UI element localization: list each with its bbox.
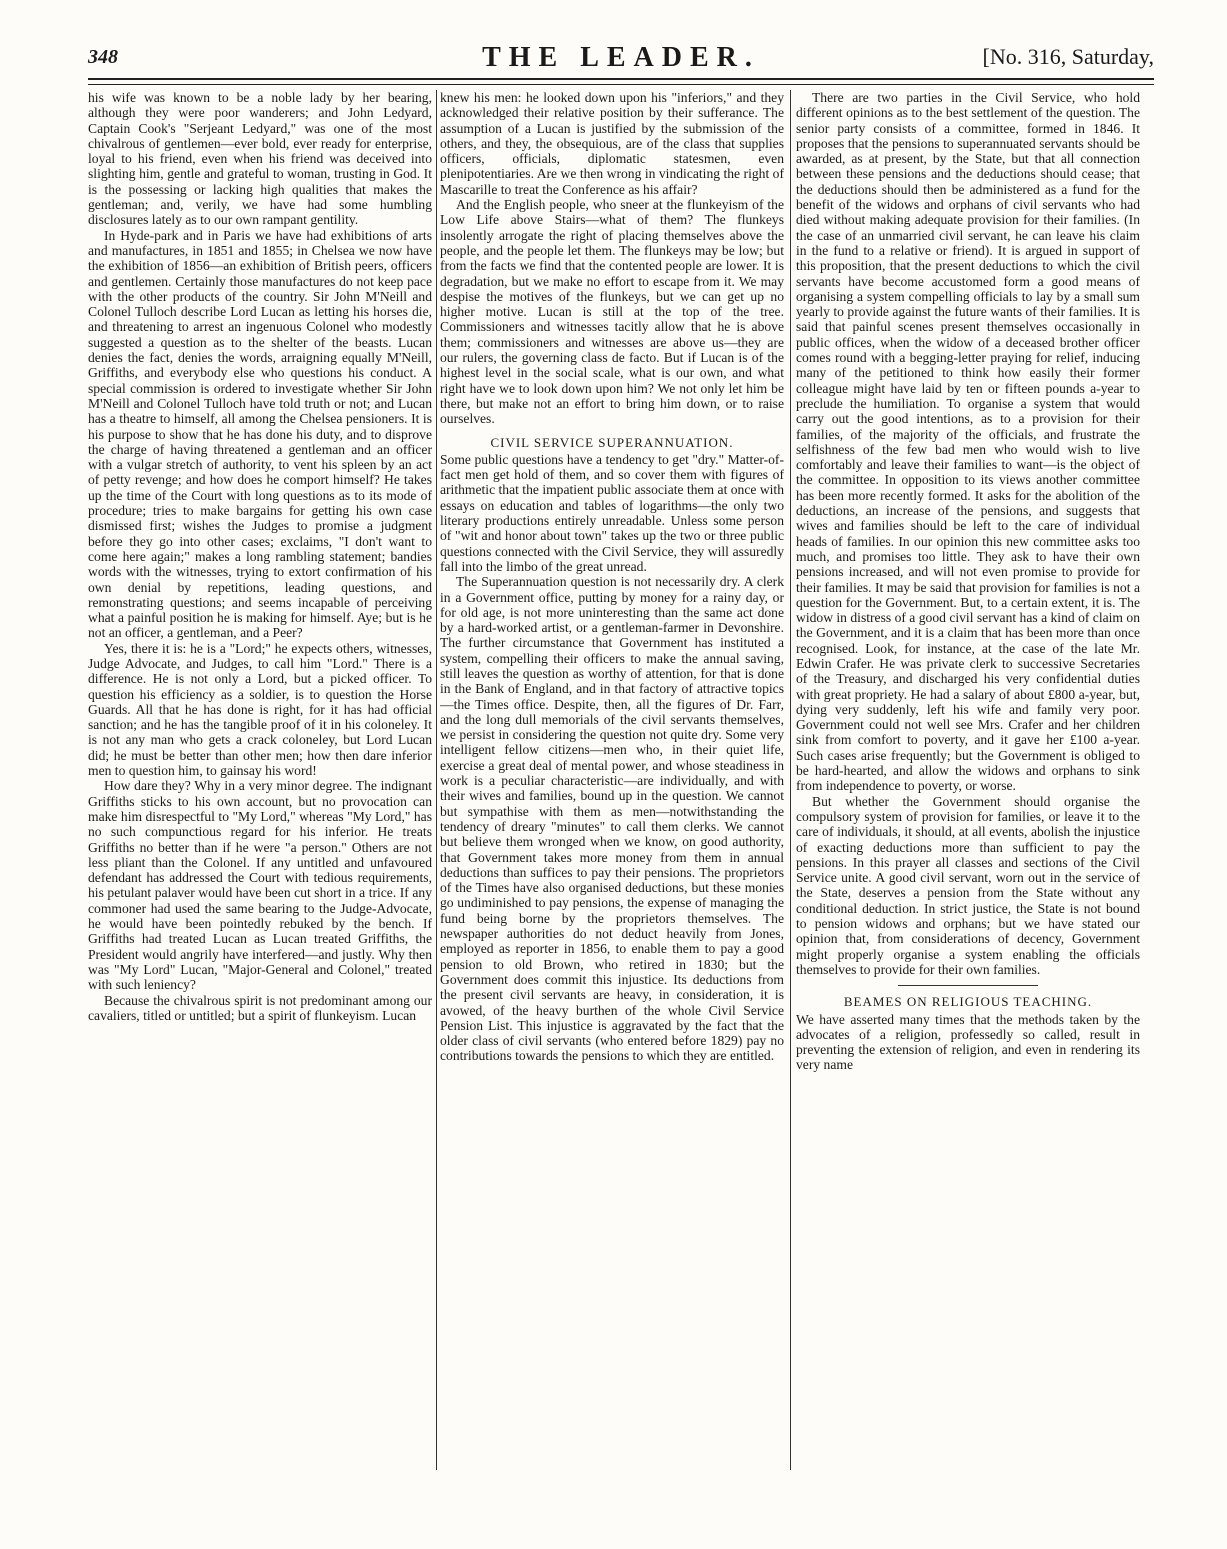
section-heading-beames: BEAMES ON RELIGIOUS TEACHING.: [843, 994, 1093, 1010]
masthead: [88, 40, 1154, 90]
header-rule: [88, 78, 1154, 80]
column-divider: [790, 90, 791, 1470]
column-1: [88, 90, 432, 1480]
column-3: [796, 90, 1140, 1480]
paragraph: How dare they? Why in a very minor degree. The indignant Griffiths sticks to his own account, but no provocation can make him disrespectful to "My Lord," whereas "My Lord," has no such compunctious regard for his inferior. He treats Griffiths no better than if he were "a person." Others are not less pliant than the Colonel. If any untitled and unfavoured defendant has addressed the Court with tedious requirements, his petulant palaver would have been cut short in a trice. If any commoner had used the same bearing to the Judge-Advocate, he would have been pointedly rebuked by the bench. If Griffiths had treated Lucan as Lucan treated Griffiths, the President would angrily have interfered—and justly. Why then was "My Lord" Lucan, "Major-General and Colonel," treated with such leniency?: [88, 778, 432, 993]
paragraph: Some public questions have a tendency to get "dry." Matter-of-fact men get hold of them, and so cover them with figures of arithmetic that the impatient public associate them at once with essays on education and tables of logarithms—the only two literary productions entirely unreadable. Unless some person of "wit and honor about town" takes up the two or three public questions connected with the Civil Service, they will assuredly fall into the limbo of the great unread.: [440, 451, 784, 574]
paragraph: The Superannuation question is not necessarily dry. A clerk in a Government office, putting by money for a rainy day, or for old age, is not more uninteresting than the same act done by a hard-worked artist, or a gentleman-farmer in Devonshire. The further circumstance that Government has instituted a system, compelling their officers to make the annual saving, still leaves the question as worthy of attention, for that is done in the Bank of England, and in that factory of attractive topics—the Times office. Despite, then, all the figures of Dr. Farr, and the long dull memorials of the civil servants themselves, we persist in considering the question not quite dry. Some very intelligent fellow citizens—men who, in their quiet life, exercise a great deal of mental power, and whose steadiness in work is a peculiar characteristic—are individually, and with their wives and families, bound up in the question. We cannot but sympathise with them as men—notwithstanding the tendency of dreary "minutes" to call them clerks. We cannot but believe them wronged when we know, on good authority, that Government takes more money from them in annual deductions than suffices to pay their pensions. The proprietors of the Times have also organised deductions, but these monies go undiminished to pay pensions, the expense of managing the fund being borne by the proprietors themselves. The newspaper authorities do not deduct heavily from Jones, employed as reporter in 1856, to enable them to pay a good pension to old Brown, who retired in 1830; but the Government does commit this injustice. Its deductions from the present civil servants are heavy, in consideration, it is avowed, of the heavy burthen of the whole Civil Service Pension List. This injustice is aggravated by the fact that the older class of civil servants (who entered before 1829) pay no contributions towards the pensions to which they are entitled.: [440, 574, 784, 1064]
column-divider: [436, 90, 437, 1470]
paragraph: And the English people, who sneer at the flunkeyism of the Low Life above Stairs—what of them? The flunkeys insolently arrogate the right of placing themselves above the people, and the people let them. The flunkeys may be low; but from the facts we find that the contented people are lower. It is degradation, but we make no effort to escape from it. We may despise the motives of the flunkeys, but we can get up no higher motive. Lucan is still at the top of the tree. Commissioners and witnesses tacitly allow that he is above them; commissioners and witnesses are above us—they are our rulers, the governing class de facto. But if Lucan is of the highest level in the social scale, what is our own, and what right have we to look down upon him? We not only let him be there, but make not an effort to bring him down, or to raise ourselves.: [440, 197, 784, 427]
page-number: 348: [88, 46, 118, 68]
paragraph: knew his men: he looked down upon his "inferiors," and they acknowledged their relative position by their sufferance. The assumption of a Lucan is justified by the submission of the others, and they, the obsequious, are of the class that supplies officers, officials, diplomatic statesmen, even plenipotentiaries. Are we then wrong in vindicating the right of Mascarille to treat the Conference as his affair?: [440, 90, 784, 197]
header-rule-thin: [88, 84, 1154, 85]
paragraph: But whether the Government should organise the compulsory system of provision for families, or leave it to the care of individuals, it should, at all events, abolish the injustice of exacting deductions more than sufficient to pay the pensions. In this prayer all classes and sections of the Civil Service unite. A good civil servant, worn out in the service of the State, deserves a pension from the State without any conditional deduction. In strict justice, the State is not bound to pension widows and orphans; but we have stated our opinion that, from considerations of decency, Government might properly organise a system enabling the officials themselves to provide for their own families.: [796, 793, 1140, 977]
section-separator: [898, 985, 1038, 986]
paragraph: his wife was known to be a noble lady by her bearing, although they were poor wanderers; and John Ledyard, Captain Cook's "Serjeant Ledyard," was one of the most chivalrous of gentlemen—ever bold, ever ready for enterprise, loyal to his friend, even when his friend was deceived into slighting him, gentle and grateful to woman, trusting in God. It is the possessing or lacking high qualities that makes the gentleman; and, verily, we have had some humbling disclosures lately as to our own rampant gentility.: [88, 90, 432, 228]
paragraph: In Hyde-park and in Paris we have had exhibitions of arts and manufactures, in 1851 and 1855; in Chelsea we now have the exhibition of 1856—an exhibition of British peers, officers and gentlemen. Certainly those manufactures do not keep pace with the other products of the country. Sir John M'Neill and Colonel Tulloch describe Lord Lucan as letting his horses die, and threatening to arrest an ingenuous Colonel who modestly suggested a question as to the shelter of the beasts. Lucan denies the fact, denies the words, arraigning equally M'Neill, Griffiths, and everybody else who questions his conduct. A special commission is ordered to investigate whether Sir John M'Neill and Colonel Tulloch have told truth or not; and Lucan has a theatre to himself, all among the Chelsea pensioners. It is his purpose to show that he has done his duty, and to disprove the charge of having threatened a gentleman and an officer with a vulgar stretch of authority, to vent his spleen by an act of petty revenge; and how does he comport himself? He takes up the time of the Court with long questions as to its mode of procedure; tries to make bargains for getting his own case dismissed first; wishes the Judges to promise a judgment before they go into other cases; exclaims, "I don't want to come here again;" makes a long rambling statement; bandies words with the witnesses, trying to extort confirmation of his own denial by repetitions, leading questions, and remonstrating questions; and seems incapable of perceiving what a painful position he is making for himself. Aye; but is he not an officer, a gentleman, and a Peer?: [88, 227, 432, 641]
paragraph: Yes, there it is: he is a "Lord;" he expects others, witnesses, Judge Advocate, and Judges, to call him "Lord." There is a difference. He is not only a Lord, but a picked officer. To question his efficiency as a soldier, is to question the Horse Guards. All that he has done is right, for it has had official sanction; and he has the tangible proof of it in his coloneley. It is not any man who gets a crack coloneley, but Lord Lucan did; he must be better than other men; how then dare inferior men to question him, to gainsay his word!: [88, 640, 432, 779]
paragraph: We have asserted many times that the methods taken by the advocates of a religion, professedly so called, result in preventing the extension of religion, and even in rendering its very name: [796, 1011, 1140, 1073]
section-heading-civil-service: CIVIL SERVICE SUPERANNUATION.: [490, 434, 734, 450]
column-2: [440, 90, 784, 1480]
issue-label: [No. 316, Saturday,: [982, 44, 1154, 69]
paragraph: There are two parties in the Civil Service, who hold different opinions as to the best settlement of the question. The senior party consists of a committee, formed in 1846. It proposes that the pensions to superannuated servants should be awarded, as at present, by the State, but that all connection between these pensions and the deductions should cease; that the deductions should then be administered as a fund for the benefit of the widows and orphans of civil servants who had died without making adequate provision for their families. (In the case of an unmarried civil servant, he can leave his claim in the fund to a relative or friend). It is argued in support of this proposition, that the present deductions to which the civil servants have become accustomed form a good means of organising a system compelling officials to lay by a small sum yearly to provide against the future wants of their families. It is said that painful scenes present themselves occasionally in public offices, when the widow of a deceased brother officer comes round with a begging-letter praying for relief, inducing many of the petitioned to think how easily their former colleague might have laid by ten or fifteen pounds a-year to preclude the humiliation. To organise a system that would carry out the good intentions, as to a provision for their families, of the majority of the officials, and frustrate the selfishness of the few bad men who would wish to live comfortably and leave their families to want—is the object of the committee. In opposition to its views another committee has been more recently formed. It asks for the abolition of the deductions, an increase of the pensions, and suggests that wives and families should be left to the care of individual heads of families. In our opinion this new committee asks too much, and promises too little. They ask to have their own pensions increased, and will not even promise to provide for their families. It may be said that provision for families is not a question for the Government. But, to a certain extent, it is. The widow in distress of a good civil servant has a kind of claim on the Government, and it is a claim that has been more than once recognised. Look, for instance, at the case of the late Mr. Edwin Crafer. He was private clerk to successive Secretaries of the Treasury, and discharged his very confidential duties with great propriety. He had a salary of about £800 a-year, but, dying very suddenly, left his wife and family very poor. Government could not well see Mrs. Crafer and her children sink from comfort to poverty, and it gave her £100 a-year. Such cases arise frequently; but the Government is obliged to be hard-hearted, and allow the widows and orphans to sink from independence to poverty, or worse.: [796, 90, 1140, 794]
paragraph: Because the chivalrous spirit is not predominant among our cavaliers, titled or untitled; but a spirit of flunkeyism. Lucan: [88, 992, 432, 1023]
newspaper-title: THE LEADER.: [482, 42, 760, 73]
